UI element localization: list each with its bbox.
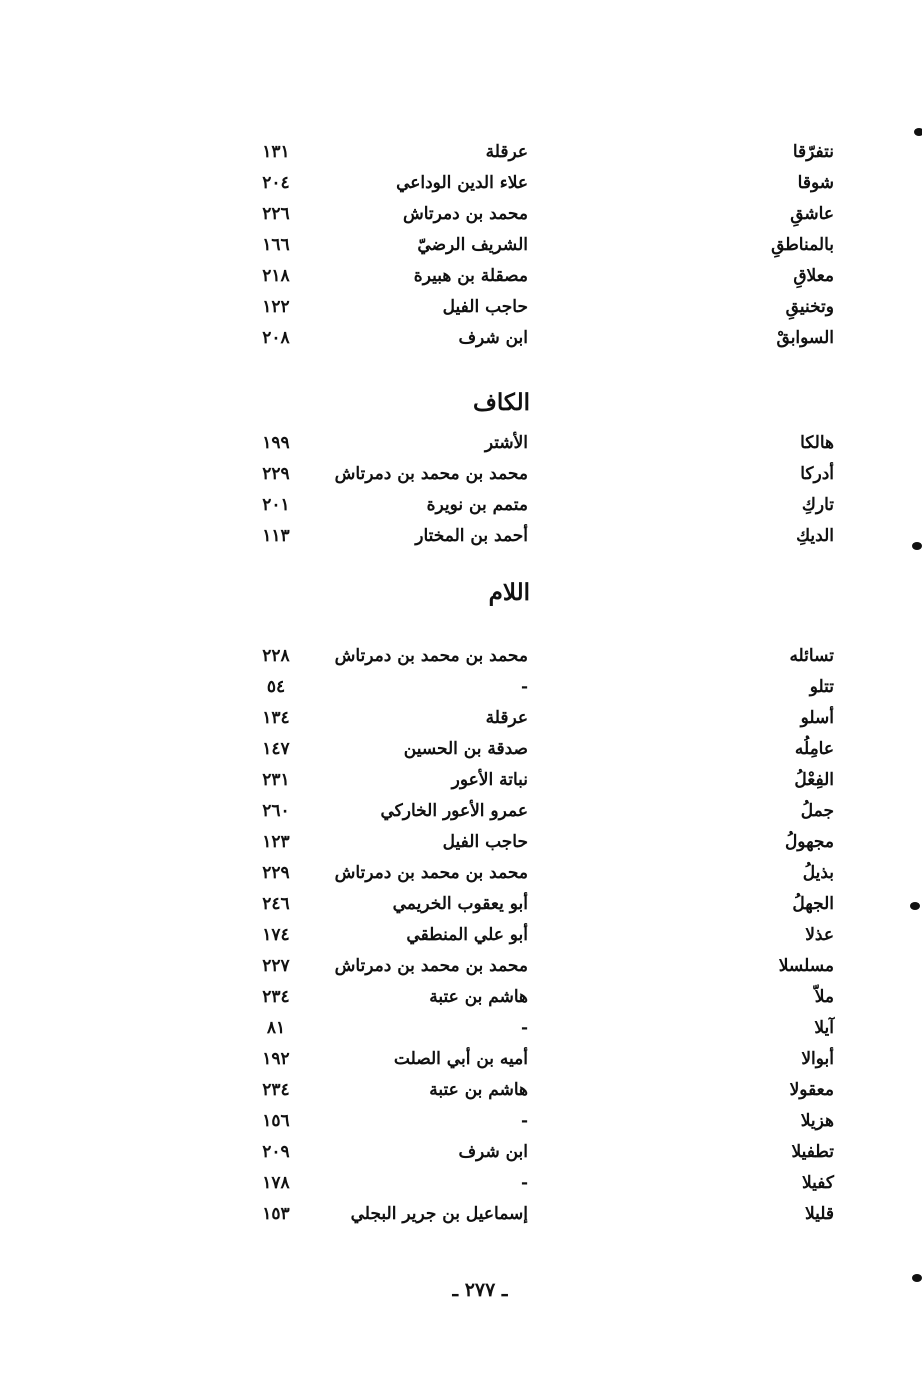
poet-name: هاشم بن عتبة <box>429 987 528 1007</box>
index-row <box>240 1168 840 1199</box>
rhyme-word: معلاقِ <box>793 266 834 286</box>
index-row <box>240 734 840 765</box>
index-row <box>240 323 840 354</box>
rhyme-word: عذلا <box>805 925 834 945</box>
page-number: ٢٠٨ <box>262 328 290 348</box>
poet-name: محمد بن محمد بن دمرتاش <box>334 464 528 484</box>
section-heading-lam: اللام <box>488 579 530 606</box>
rhyme-word: عاشقِ <box>790 204 834 224</box>
poet-name: محمد بن محمد بن دمرتاش <box>334 646 528 666</box>
rhyme-word: السوابقْ <box>776 328 834 348</box>
index-row <box>240 920 840 951</box>
page-number: ٢٠٩ <box>262 1142 290 1162</box>
rhyme-word: جملُ <box>800 801 834 821</box>
poet-name: صدقة بن الحسين <box>403 739 528 759</box>
section-kaf <box>240 428 840 552</box>
index-row <box>240 261 840 292</box>
index-row <box>240 199 840 230</box>
rhyme-word: قليلا <box>804 1204 834 1224</box>
index-row <box>240 230 840 261</box>
rhyme-word: وتخنيقِ <box>785 297 834 317</box>
index-row <box>240 168 840 199</box>
index-row <box>240 982 840 1013</box>
index-row <box>240 765 840 796</box>
rhyme-word: مجهولُ <box>784 832 834 852</box>
poet-name: حاجب الفيل <box>442 297 528 317</box>
index-row <box>240 1044 840 1075</box>
poet-name: الشريف الرضيّ <box>417 235 528 255</box>
rhyme-word: بالمناطقِ <box>771 235 834 255</box>
rhyme-word: تطفيلا <box>791 1142 834 1162</box>
scan-mark <box>910 902 920 910</box>
rhyme-word: تتلو <box>809 677 834 697</box>
index-row <box>240 1106 840 1137</box>
page-number: ١٢٣ <box>262 832 290 852</box>
poet-name: ابن شرف <box>458 1142 528 1162</box>
page-number: ٢٠٤ <box>262 173 290 193</box>
index-row <box>240 703 840 734</box>
poet-name: أبو علي المنطقي <box>406 925 528 945</box>
poet-name: - <box>520 1018 528 1038</box>
rhyme-word: الفِعْلُ <box>794 770 834 790</box>
section-heading-kaf: الكاف <box>473 389 530 416</box>
poet-name: محمد بن محمد بن دمرتاش <box>334 956 528 976</box>
page-number: ١٦٦ <box>262 235 290 255</box>
rhyme-word: آيلا <box>814 1018 834 1038</box>
section-continuation <box>240 137 840 354</box>
rhyme-word: أدركا <box>800 464 834 484</box>
page-number: ١١٣ <box>262 526 290 546</box>
rhyme-word: تاركِ <box>801 495 834 515</box>
rhyme-word: الديكِ <box>796 526 834 546</box>
scan-mark <box>912 542 922 550</box>
rhyme-word: هزيلا <box>800 1111 834 1131</box>
page-number: ٢٣٤ <box>262 987 290 1007</box>
index-row <box>240 796 840 827</box>
page-number: ٢١٨ <box>262 266 290 286</box>
poet-name: عرقلة <box>485 708 528 728</box>
index-row <box>240 1199 840 1230</box>
index-row <box>240 292 840 323</box>
poet-name: عرقلة <box>485 142 528 162</box>
index-row <box>240 459 840 490</box>
rhyme-word: ملاّ <box>814 987 834 1007</box>
page-number: ٢٣٤ <box>262 1080 290 1100</box>
page-number: ٢٦٠ <box>262 801 290 821</box>
index-row <box>240 137 840 168</box>
page-number: ٨١ <box>266 1018 286 1038</box>
page-number: ٢٤٦ <box>262 894 290 914</box>
page-number: ١٧٤ <box>262 925 290 945</box>
poet-name: مصقلة بن هبيرة <box>413 266 528 286</box>
rhyme-word: أبوالا <box>801 1049 834 1069</box>
page-number: ٢٢٩ <box>262 863 290 883</box>
index-row <box>240 951 840 982</box>
index-row <box>240 889 840 920</box>
poet-name: - <box>520 677 528 697</box>
poet-name: الأشتر <box>484 433 528 453</box>
rhyme-word: تسائله <box>789 646 834 666</box>
index-row <box>240 827 840 858</box>
page-number: ١٢٢ <box>262 297 290 317</box>
scan-mark <box>914 128 922 136</box>
page-number: ٢٢٦ <box>262 204 290 224</box>
poet-name: محمد بن محمد بن دمرتاش <box>334 863 528 883</box>
index-row <box>240 428 840 459</box>
index-row <box>240 1075 840 1106</box>
section-lam <box>240 641 840 1230</box>
poet-name: - <box>520 1173 528 1193</box>
page-number: ٢٢٨ <box>262 646 290 666</box>
poet-name: أميه بن أبي الصلت <box>393 1049 528 1069</box>
page-number: ١٧٨ <box>262 1173 290 1193</box>
index-row <box>240 1013 840 1044</box>
page-number: ١٩٩ <box>262 433 290 453</box>
poet-name: عمرو الأعور الخاركي <box>380 801 528 821</box>
rhyme-word: بذيلُ <box>802 863 834 883</box>
rhyme-word: كفيلا <box>802 1173 834 1193</box>
index-row <box>240 1137 840 1168</box>
page-number: ١٩٢ <box>262 1049 290 1069</box>
poet-name: إسماعيل بن جرير البجلي <box>350 1204 528 1224</box>
poet-name: - <box>520 1111 528 1131</box>
index-row <box>240 641 840 672</box>
page-number: ٢٠١ <box>262 495 290 515</box>
page-number: ١٤٧ <box>262 739 290 759</box>
page-number: ١٥٦ <box>262 1111 290 1131</box>
poet-name: حاجب الفيل <box>442 832 528 852</box>
poet-name: ابن شرف <box>458 328 528 348</box>
poet-name: هاشم بن عتبة <box>429 1080 528 1100</box>
page-number: ٥٤ <box>266 677 286 697</box>
poet-name: محمد بن دمرتاش <box>402 204 528 224</box>
page-number: ٢٢٩ <box>262 464 290 484</box>
rhyme-word: أسلو <box>800 708 834 728</box>
rhyme-word: نتفرّقا <box>792 142 834 162</box>
rhyme-word: عامِلُه <box>794 739 834 759</box>
page-number: ١٣٤ <box>262 708 290 728</box>
rhyme-word: مسلسلا <box>778 956 834 976</box>
poet-name: أبو يعقوب الخريمي <box>392 894 528 914</box>
poet-name: أحمد بن المختار <box>415 526 528 546</box>
rhyme-word: الجهلُ <box>792 894 834 914</box>
index-row <box>240 521 840 552</box>
poet-name: متمم بن نويرة <box>426 495 528 515</box>
page-number: ١٥٣ <box>262 1204 290 1224</box>
page-number: ١٣١ <box>262 142 290 162</box>
rhyme-word: شوقا <box>797 173 834 193</box>
rhyme-word: هالكا <box>800 433 834 453</box>
poet-name: علاء الدين الوداعي <box>396 173 528 193</box>
page-number: ٢٢٧ <box>262 956 290 976</box>
index-row <box>240 490 840 521</box>
poet-name: نباتة الأعور <box>451 770 528 790</box>
scan-mark <box>912 1274 922 1282</box>
rhyme-word: معقولا <box>789 1080 834 1100</box>
page-footer-number: ـ ٢٧٧ ـ <box>452 1279 508 1301</box>
index-row <box>240 672 840 703</box>
page-number: ٢٣١ <box>262 770 290 790</box>
index-row <box>240 858 840 889</box>
